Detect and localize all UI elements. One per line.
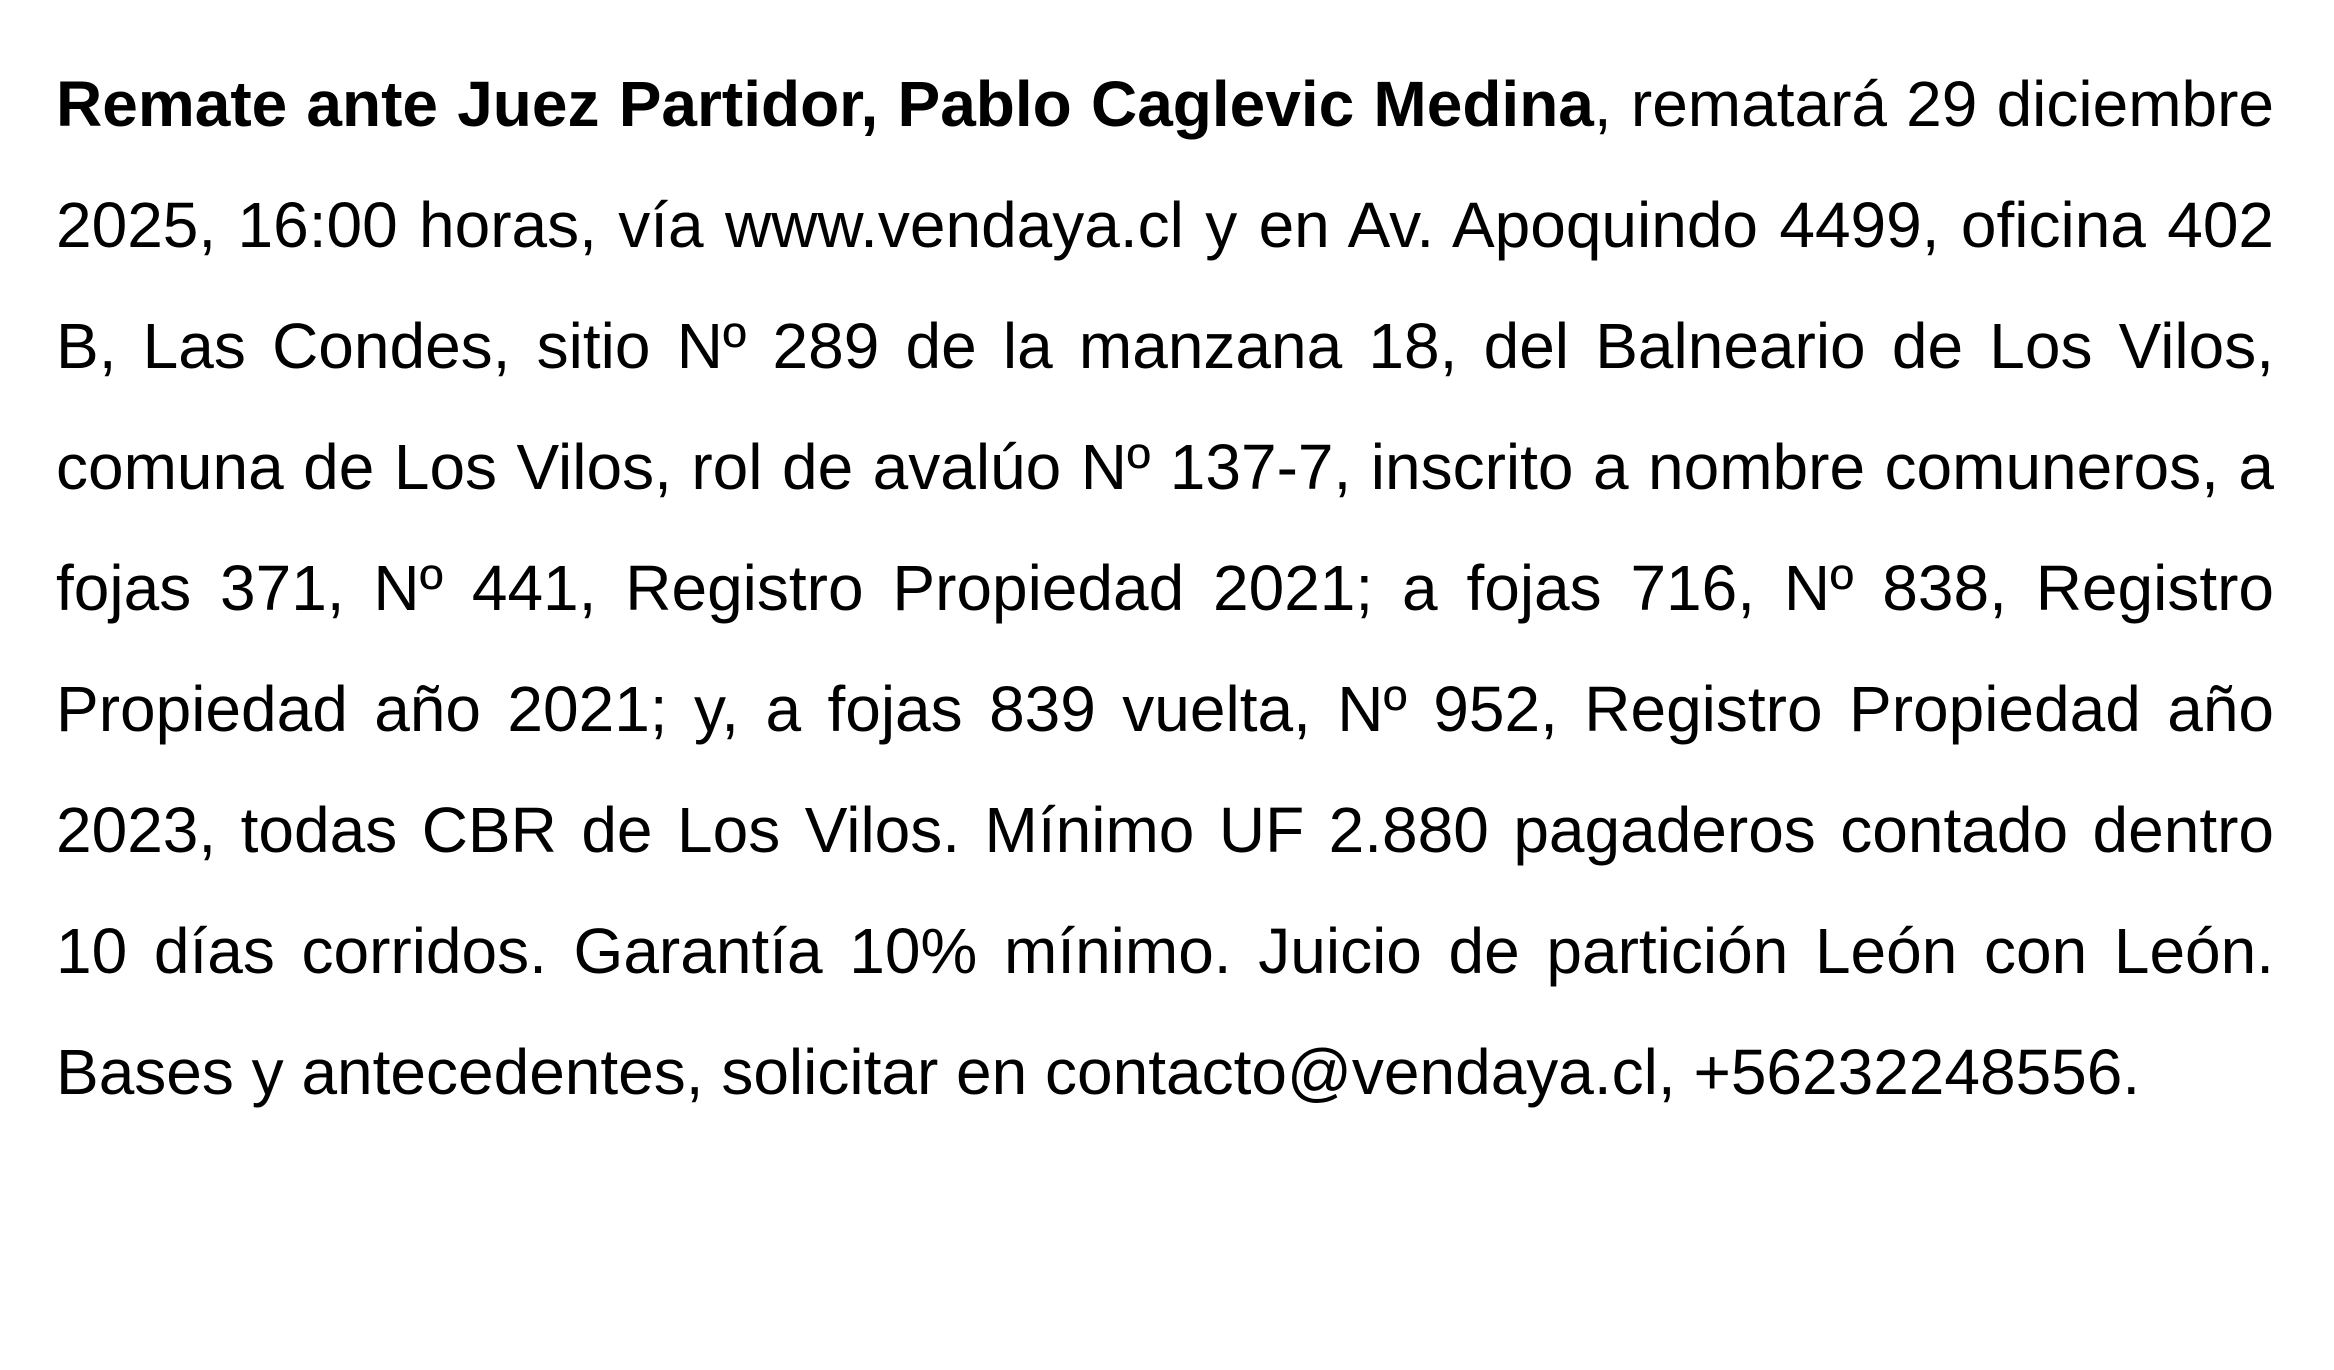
website-text: www.vendaya.cl: [724, 189, 1184, 261]
notice-body-part2: y en Av. Apoquindo 4499, oficina 402 B, Las Condes, sitio Nº 289 de la manzana 18, del Balneario de Los Vilos, comuna de Los Vilos, rol de avalúo Nº 137-7, inscrito a nombre comuneros, a fojas 371, Nº 441, Registro Propiedad 2021; a fojas 716, Nº 838, Registro Propiedad año 2021; y, a fojas 839 vuelta, Nº 952, Registro Propiedad año 2023, todas CBR de Los Vilos. Mínimo UF 2.880 pagaderos contado dentro 10 días corridos. Garantía 10% mínimo. Juicio de partición León con León. Bases y antecedentes, solicitar en: [56, 189, 2310, 1108]
notice-ending: .: [2122, 1036, 2141, 1108]
notice-body-part1: , rematará 29 diciembre 2025, 16:00 horas, vía: [56, 68, 2292, 261]
notice-separator: ,: [1657, 1036, 1694, 1108]
phone-text: +56232248556: [1693, 1036, 2123, 1108]
email-text: contacto@vendaya.cl: [1045, 1036, 1658, 1108]
notice-lead: Remate ante Juez Partidor, Pablo Caglevic Medina: [56, 68, 1594, 140]
auction-notice: [56, 44, 2310, 1133]
